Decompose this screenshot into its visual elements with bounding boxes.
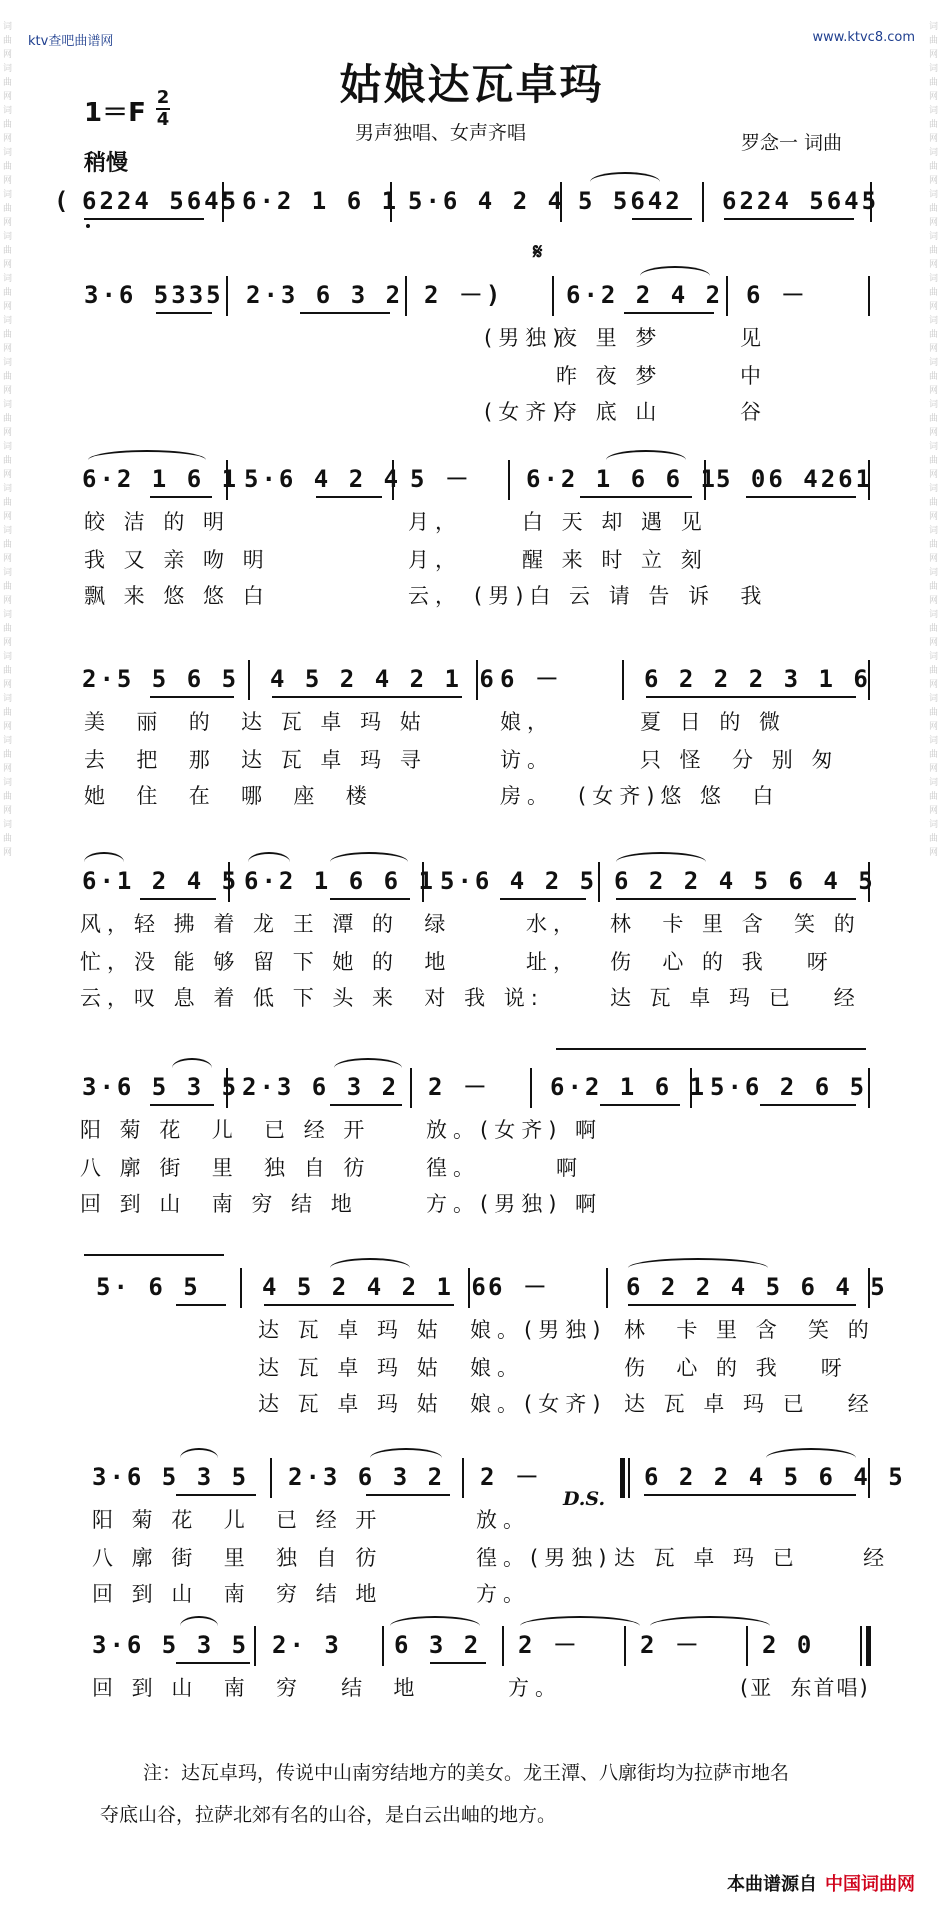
barline <box>410 1068 412 1108</box>
song-title: 姑娘达瓦卓玛 <box>339 60 604 109</box>
measure: 5·6 4 2 4 <box>244 465 402 493</box>
source-credit <box>727 1870 915 1896</box>
measure: 4 5 2 4 2 1 6 <box>270 665 497 693</box>
barline <box>530 1068 532 1108</box>
notes-row-1 <box>0 184 943 224</box>
lyric: 白 天 却 遇 见 <box>522 510 708 534</box>
lyric: 见 <box>740 326 767 350</box>
barline <box>468 1268 470 1308</box>
slur <box>590 172 660 192</box>
lyric: 月， <box>408 510 462 534</box>
beam <box>316 496 382 498</box>
beam <box>84 218 204 220</box>
lyric: 娘。 <box>470 1356 524 1380</box>
barline <box>228 862 230 902</box>
source-label: 本曲谱源自 <box>727 1874 817 1895</box>
left-watermark: 词曲网词曲网词曲网词曲网词曲网词曲网词曲网词曲网词曲网词曲网词曲网词曲网词曲网词曲网词曲网词曲网词曲网词曲网词曲网词曲网 <box>3 22 13 858</box>
beam <box>156 312 212 314</box>
measure: 6·2 1 6 1 <box>550 1073 708 1101</box>
lyric: 伤 心 的 我 呀 <box>624 1356 848 1380</box>
measure: 4 5 2 4 2 1 6 <box>262 1273 489 1301</box>
barline <box>870 182 872 222</box>
footnote-line-1: 注：达瓦卓玛，传说中山南穷结地方的美女。龙王潭、八廓街均为拉萨市地名 <box>143 1762 790 1784</box>
lyric: 夏 日 的 微 <box>640 710 787 734</box>
measure: 2 － <box>480 1463 542 1491</box>
key-signature: 1＝F <box>84 98 146 128</box>
tempo-marking: 稍慢 <box>84 151 129 176</box>
barline <box>502 1626 504 1666</box>
lyric: 皎 洁 的 明 <box>84 510 231 534</box>
barline <box>422 862 424 902</box>
lyric: 月， <box>408 548 462 572</box>
lyric: 娘。(女齐) <box>470 1392 607 1416</box>
barline <box>226 460 228 500</box>
measure: 6224 5645 <box>82 187 240 215</box>
beam <box>272 696 462 698</box>
beam <box>644 1494 856 1496</box>
repeat-barline <box>620 1458 625 1498</box>
lyric: 云， <box>408 584 462 608</box>
notes-row-7 <box>0 1270 943 1310</box>
barline <box>704 460 706 500</box>
beam <box>176 1662 250 1664</box>
slur <box>172 1058 212 1078</box>
notes-row-6 <box>0 1070 943 1110</box>
measure: 5·6 4 2 4 <box>408 187 566 215</box>
notes-row-5 <box>0 864 943 904</box>
lyric: 达 瓦 卓 玛 已 经 <box>624 1392 875 1416</box>
lyric: 谷 <box>740 400 767 424</box>
right-watermark: 词曲网词曲网词曲网词曲网词曲网词曲网词曲网词曲网词曲网词曲网词曲网词曲网词曲网词曲网词曲网词曲网词曲网词曲网词曲网词曲网 <box>929 22 939 858</box>
lyric: (男独) <box>484 326 567 350</box>
measure: 5·6 2 6 5 <box>710 1073 868 1101</box>
lyric: 醒 来 时 立 刻 <box>522 548 708 572</box>
lyric: 伤 心 的 我 呀 <box>610 950 834 974</box>
barline <box>702 182 704 222</box>
measure: 2·3 6 3 2 <box>242 1073 400 1101</box>
beam <box>628 1304 856 1306</box>
final-barline <box>866 1626 871 1666</box>
barline <box>868 1458 870 1498</box>
measure: 3·6 5 3 5 <box>92 1463 250 1491</box>
lyric: 方。(男独) 啊 <box>426 1192 603 1216</box>
notes-row-9 <box>0 1628 943 1668</box>
measure: 3·6 5 3 5 <box>92 1631 250 1659</box>
barline <box>606 1268 608 1308</box>
barline <box>462 1458 464 1498</box>
measure: 6 2 2 2 3 1 6 <box>644 665 871 693</box>
lyric: 阳 菊 花 儿 已 经 开 <box>80 1118 371 1142</box>
slur <box>248 852 290 872</box>
lyric: 达 瓦 卓 玛 已 经 <box>610 986 861 1010</box>
barline <box>248 660 250 700</box>
measure: 2 0 <box>762 1631 815 1659</box>
lyric: 徨。(男独) <box>476 1546 613 1570</box>
measure: 3·6 5335 <box>84 281 224 309</box>
beam <box>150 496 212 498</box>
phrase-line <box>556 1048 866 1050</box>
footnote-line-2: 夺底山谷，拉萨北郊有名的山谷，是白云出岫的地方。 <box>100 1804 557 1826</box>
lyric: 达 瓦 卓 玛 姑 <box>258 1356 444 1380</box>
barline <box>560 182 562 222</box>
lyric: 飘 来 悠 悠 白 <box>84 584 270 608</box>
time-bottom: 4 <box>156 109 170 130</box>
barline <box>382 1626 384 1666</box>
lyric: 只 怪 分 别 匆 <box>640 748 839 772</box>
slur <box>370 1448 442 1468</box>
beam <box>176 1494 256 1496</box>
barline <box>868 1068 870 1108</box>
lyric: 回 到 山 南 穷 结 地 <box>80 1192 358 1216</box>
barline <box>226 276 228 316</box>
beam <box>430 1662 486 1664</box>
measure: 6·2 1 6 6 1 <box>526 465 718 493</box>
measure: 6 2 2 4 5 6 4 5 <box>644 1463 906 1491</box>
lyric: 娘。(男独) <box>470 1318 607 1342</box>
measure: 6 2 2 4 5 6 4 5 <box>614 867 876 895</box>
slur <box>330 1258 410 1278</box>
dal-segno-marking: D.S. <box>563 1488 606 1510</box>
lyric: 风，轻 拂 着 龙 王 潭 的 绿 <box>80 912 452 936</box>
lyric: 址， <box>526 950 580 974</box>
tie <box>520 1616 640 1636</box>
beam <box>300 312 390 314</box>
slur <box>640 266 710 286</box>
beam <box>500 898 586 900</box>
site-url-right[interactable]: www.ktvc8.com <box>812 30 915 45</box>
time-top: 2 <box>156 87 170 108</box>
beam <box>580 496 692 498</box>
beam <box>600 1104 680 1106</box>
measure: 2·3 6 3 2 <box>246 281 404 309</box>
measure: 6 2 2 4 5 6 4 5 <box>626 1273 888 1301</box>
beam <box>646 696 856 698</box>
lyric: (男)白 云 请 告 诉 我 <box>474 584 768 608</box>
lyric: 昨 夜 梦 <box>556 364 663 388</box>
notes-row-3 <box>0 462 943 502</box>
beam <box>330 1104 402 1106</box>
barline <box>690 1068 692 1108</box>
measure: 2 － <box>428 1073 490 1101</box>
barline <box>392 460 394 500</box>
measure: 2 －) <box>424 281 504 309</box>
measure: 5 － <box>410 465 472 493</box>
lyric: 方。 <box>508 1676 562 1700</box>
lyric: 林 卡 里 含 笑 的 <box>624 1318 875 1342</box>
measure: 3·6 5 3 5 <box>82 1073 240 1101</box>
measure: 6·2 1 6 1 <box>82 465 240 493</box>
tie <box>650 1616 770 1636</box>
lyric: 回 到 山 南 穷 结 地 <box>92 1582 383 1606</box>
lyric: 达 瓦 卓 玛 已 经 <box>614 1546 891 1570</box>
source-site-link[interactable]: 中国词曲网 <box>825 1874 915 1895</box>
lyric: 她 住 在 哪 座 楼 <box>84 784 373 808</box>
lyric: 回 到 山 南 穷 结 地 <box>92 1676 421 1700</box>
beam <box>140 898 216 900</box>
lyric: 阳 菊 花 儿 已 经 开 <box>92 1508 383 1532</box>
measure: 6 － <box>746 281 808 309</box>
barline <box>390 182 392 222</box>
lyric: 忙，没 能 够 留 下 她 的 地 <box>80 950 452 974</box>
lyric: 放。(女齐) 啊 <box>426 1118 603 1142</box>
barline <box>622 660 624 700</box>
lyric: 放。 <box>476 1508 530 1532</box>
measure: 5·6 4 2 5 <box>440 867 598 895</box>
lyric: 方。 <box>476 1582 530 1606</box>
site-name-left[interactable]: ktv查吧曲谱网 <box>28 34 114 49</box>
notes-row-8 <box>0 1460 943 1500</box>
barline <box>598 862 600 902</box>
author-credit: 罗念一 词曲 <box>741 132 843 154</box>
slur <box>390 1616 480 1636</box>
beam <box>264 1304 454 1306</box>
measure: 5· 6 5 <box>96 1273 201 1301</box>
notes-row-4 <box>0 662 943 702</box>
repeat-barline-thin <box>628 1458 630 1498</box>
lyric: 八 廓 街 里 独 自 彷 <box>80 1156 371 1180</box>
barline <box>240 1268 242 1308</box>
slur <box>330 852 408 872</box>
measure: 6·2 2 4 2 <box>566 281 724 309</box>
measure: 2·5 5 6 5 <box>82 665 240 693</box>
beam <box>366 1494 450 1496</box>
lyric: 云，叹 息 着 低 下 头 来 对 我 说: <box>80 986 544 1010</box>
barline <box>868 660 870 700</box>
barline <box>222 182 224 222</box>
measure: 5 5642 <box>578 187 683 215</box>
measure: 6 － <box>500 665 562 693</box>
beam <box>746 496 856 498</box>
slur <box>616 852 706 872</box>
barline <box>868 1268 870 1308</box>
lyric: 娘， <box>500 710 554 734</box>
lyric: 房。 <box>500 784 554 808</box>
lyric: 八 廓 街 里 独 自 彷 <box>92 1546 383 1570</box>
slur <box>84 852 124 872</box>
lyric: 我 又 亲 吻 明 <box>84 548 270 572</box>
beam <box>632 218 692 220</box>
lyric: 水， <box>526 912 580 936</box>
slur <box>180 1448 218 1468</box>
beam <box>724 218 854 220</box>
beam <box>624 312 714 314</box>
beam <box>616 898 856 900</box>
barline <box>254 1626 256 1666</box>
barline <box>868 862 870 902</box>
measure: 2 － <box>518 1631 580 1659</box>
lyric: (女齐) <box>484 400 567 424</box>
lyric: 美 丽 的 达 瓦 卓 玛 姑 <box>84 710 427 734</box>
slur <box>88 450 206 470</box>
lyric: 林 卡 里 含 笑 的 <box>610 912 861 936</box>
lyric: 去 把 那 达 瓦 卓 玛 寻 <box>84 748 427 772</box>
measure: 6 3 2 <box>394 1631 482 1659</box>
time-signature <box>156 88 170 130</box>
measure: 5 06 4261 <box>716 465 874 493</box>
lyric: 中 <box>740 364 767 388</box>
measure: 6 － <box>488 1273 550 1301</box>
phrase-line <box>84 1254 224 1256</box>
lyric: (女齐)悠 悠 白 <box>578 784 780 808</box>
lyric: 达 瓦 卓 玛 姑 <box>258 1318 444 1342</box>
barline <box>226 1068 228 1108</box>
slur <box>766 1448 856 1468</box>
barline <box>552 276 554 316</box>
beam <box>150 696 234 698</box>
barline <box>405 276 407 316</box>
notes-row-2 <box>0 278 943 318</box>
measure: 6224 5645 <box>722 187 880 215</box>
measure: 2·3 6 3 2 <box>288 1463 446 1491</box>
measure: 2 － <box>640 1631 702 1659</box>
beam <box>176 1304 226 1306</box>
beam <box>150 1104 214 1106</box>
measure: 6·1 2 4 5 <box>82 867 240 895</box>
barline <box>476 660 478 700</box>
barline <box>726 276 728 316</box>
lyric: 徨。 啊 <box>426 1156 584 1180</box>
segno-sign: 𝄋 <box>533 240 543 265</box>
slur <box>628 1258 768 1278</box>
slur <box>180 1616 218 1636</box>
barline <box>868 460 870 500</box>
lyric: 访。 <box>500 748 554 772</box>
singer-credit: (亚 东首唱) <box>740 1676 870 1700</box>
beam <box>330 898 410 900</box>
slur <box>606 450 686 470</box>
barline <box>270 1458 272 1498</box>
barline <box>868 276 870 316</box>
octave-dot <box>86 224 90 228</box>
measure: 2· 3 <box>272 1631 342 1659</box>
lyric: 夜 里 梦 <box>556 326 663 350</box>
performance-note: 男声独唱、女声齐唱 <box>355 122 527 144</box>
measure: 6·2 1 6 1 <box>242 187 400 215</box>
barline <box>860 1626 862 1666</box>
lyric: 夺 底 山 <box>556 400 663 424</box>
beam <box>760 1104 856 1106</box>
measure: 6·2 1 6 6 1 <box>244 867 436 895</box>
barline <box>508 460 510 500</box>
lyric: 达 瓦 卓 玛 姑 <box>258 1392 444 1416</box>
slur <box>334 1058 402 1078</box>
open-paren: ( <box>54 187 72 215</box>
